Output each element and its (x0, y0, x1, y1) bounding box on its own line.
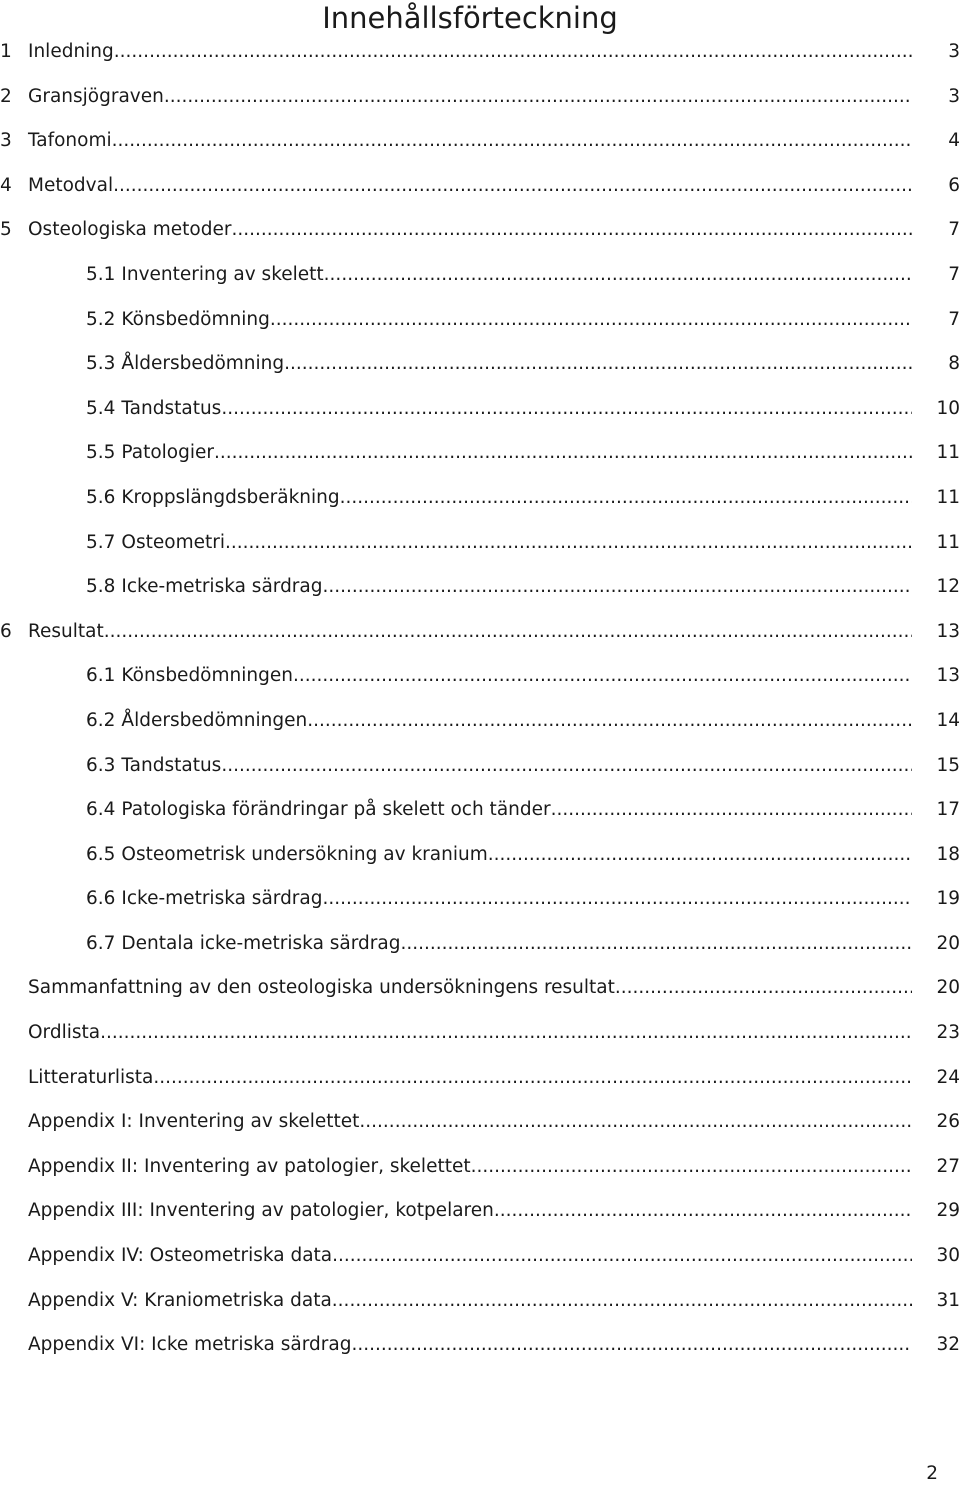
toc-entry-page: 31 (936, 1289, 960, 1311)
toc-entry[interactable] (0, 610, 960, 655)
toc-entry-number: 5.2 (86, 308, 116, 330)
toc-dot-leader (359, 1100, 912, 1145)
toc-dot-leader (351, 1323, 912, 1368)
toc-dot-leader (323, 565, 913, 610)
toc-entry-label: Åldersbedömningen (121, 709, 308, 731)
toc-entry-page: 20 (936, 932, 960, 954)
toc-entry-text (0, 208, 912, 253)
toc-dot-leader (221, 387, 912, 432)
toc-entry[interactable] (0, 342, 960, 387)
toc-entry[interactable] (0, 833, 960, 878)
toc-entry-page: 19 (936, 888, 960, 910)
toc-entry-text (86, 744, 912, 789)
toc-entry-label: Appendix I: Inventering av skelettet (28, 1111, 360, 1133)
toc-entry-page: 24 (936, 1066, 960, 1088)
toc-entry[interactable] (0, 521, 960, 566)
toc-entry[interactable] (0, 208, 960, 253)
toc-entry-label: Icke-metriska särdrag (121, 576, 323, 598)
toc-entry[interactable] (0, 75, 960, 120)
toc-entry-label: Patologiska förändringar på skelett och tänder (121, 799, 551, 821)
toc-entry-page: 13 (936, 620, 960, 642)
toc-entry-label: Dentala icke-metriska särdrag (121, 932, 401, 954)
toc-entry[interactable] (0, 1100, 960, 1145)
toc-entry-text (28, 1011, 912, 1056)
toc-dot-leader (114, 30, 912, 75)
toc-entry-number: 6.1 (86, 665, 116, 687)
toc-entry-label: Patologier (121, 442, 214, 464)
toc-dot-leader (471, 1145, 912, 1190)
toc-entry[interactable] (0, 164, 960, 209)
toc-entry-page: 20 (936, 977, 960, 999)
toc-entry-page: 32 (936, 1334, 960, 1356)
toc-entry-number: 6.4 (86, 799, 116, 821)
toc-entry-number: 3 (0, 130, 12, 152)
toc-entry[interactable] (0, 387, 960, 432)
toc-entry-label: Inledning (28, 41, 114, 62)
toc-entry-text (28, 1323, 912, 1368)
toc-entry-text (28, 1100, 912, 1145)
toc-entry-page: 13 (936, 665, 960, 687)
toc-entry-page: 11 (936, 442, 960, 464)
toc-entry[interactable] (0, 565, 960, 610)
toc-entry-page: 3 (948, 85, 960, 107)
toc-entry-label: Appendix VI: Icke metriska särdrag (28, 1334, 352, 1356)
toc-entry-text (28, 966, 912, 1011)
toc-dot-leader (231, 208, 912, 253)
toc-entry-text (86, 521, 912, 566)
toc-entry[interactable] (0, 119, 960, 164)
toc-entry[interactable] (0, 1323, 960, 1368)
toc-entry-page: 11 (936, 486, 960, 508)
toc-dot-leader (164, 75, 912, 120)
toc-entry-number: 6.7 (86, 932, 116, 954)
toc-dot-leader (494, 1189, 912, 1234)
toc-entry[interactable] (0, 30, 960, 75)
toc-dot-leader (323, 877, 913, 922)
toc-entry-text (0, 119, 912, 164)
toc-entry-text (86, 654, 912, 699)
toc-entry[interactable] (0, 431, 960, 476)
toc-entry-label: Appendix III: Inventering av patologier, kotpelaren (28, 1200, 494, 1222)
toc-entry-number: 5.3 (86, 353, 116, 375)
toc-entry-number: 5.4 (86, 397, 116, 419)
toc-entry-text (86, 788, 912, 833)
toc-entry-page: 26 (936, 1111, 960, 1133)
toc-entry-page: 6 (948, 174, 960, 196)
toc-entry-label: Osteometrisk undersökning av kranium (121, 843, 488, 865)
toc-entry-text (0, 30, 912, 75)
toc-entry-label: Inventering av skelett (121, 263, 324, 285)
toc-entry-page: 7 (948, 219, 960, 241)
toc-entry-label: Tafonomi (28, 130, 112, 152)
toc-entry-number: 6.3 (86, 754, 116, 776)
toc-entry-page: 30 (936, 1245, 960, 1267)
toc-entry-label: Åldersbedömning (121, 353, 285, 375)
toc-entry-label: Appendix II: Inventering av patologier, skelettet (28, 1155, 471, 1177)
toc-entry-label: Gransjögraven (28, 85, 164, 107)
toc-entry-label: Metodval (28, 174, 114, 196)
toc-entry-page: 7 (948, 308, 960, 330)
toc-dot-leader (332, 1234, 912, 1279)
toc-entry-label: Ordlista (28, 1022, 101, 1044)
toc-dot-leader (307, 699, 912, 744)
toc-dot-leader (225, 521, 912, 566)
toc-entry-number: 6.2 (86, 709, 116, 731)
toc-entry-text (28, 1189, 912, 1234)
toc-entry-text (28, 1279, 912, 1324)
toc-entry[interactable] (0, 1011, 960, 1056)
toc-entry-text (86, 476, 912, 521)
toc-entry-page: 27 (936, 1155, 960, 1177)
toc-dot-leader (615, 966, 912, 1011)
toc-entry-text (86, 877, 912, 922)
toc-dot-leader (340, 476, 912, 521)
toc-entry[interactable] (0, 966, 960, 1011)
toc-entry-label: Icke-metriska särdrag (121, 888, 323, 910)
toc-entry-label: Könsbedömningen (121, 665, 293, 687)
toc-entry-page: 7 (948, 263, 960, 285)
toc-entry-page: 10 (936, 397, 960, 419)
toc-dot-leader (112, 119, 912, 164)
toc-entry-number: 6 (0, 620, 12, 642)
toc-dot-leader (270, 298, 912, 343)
toc-entry[interactable] (0, 877, 960, 922)
toc-dot-leader (284, 342, 912, 387)
toc-entry-text (86, 833, 912, 878)
toc-entry-page: 11 (936, 531, 960, 553)
toc-entry-text (86, 565, 912, 610)
toc-entry-page: 29 (936, 1200, 960, 1222)
toc-entry-page: 3 (948, 41, 960, 62)
toc-entry-page: 14 (936, 709, 960, 731)
toc-dot-leader (113, 164, 912, 209)
toc-entry[interactable] (0, 1056, 960, 1101)
toc-entry-text (86, 253, 912, 298)
toc-entry-text (86, 699, 912, 744)
toc-entry[interactable] (0, 744, 960, 789)
toc-entry-text (86, 342, 912, 387)
toc-entry-page: 17 (936, 799, 960, 821)
toc-entry-number: 5.7 (86, 531, 116, 553)
toc-entry-label: Kroppslängdsberäkning (121, 486, 340, 508)
toc-entry-text (86, 387, 912, 432)
toc-entry-page: 18 (936, 843, 960, 865)
toc-entry-label: Appendix V: Kraniometriska data (28, 1289, 332, 1311)
toc-entry-label: Osteologiska metoder (28, 219, 232, 241)
toc-entry-page: 12 (936, 576, 960, 598)
toc-entry-number: 4 (0, 174, 12, 196)
toc-entry[interactable] (0, 1234, 960, 1279)
toc-entry-number: 6.5 (86, 843, 116, 865)
toc-entry[interactable] (0, 788, 960, 833)
toc-entry[interactable] (0, 476, 960, 521)
toc-entry[interactable] (0, 253, 960, 298)
toc-entry-text (0, 164, 912, 209)
toc-entry-text (28, 1056, 912, 1101)
toc-entry-page: 15 (936, 754, 960, 776)
toc-dot-leader (214, 431, 912, 476)
toc-entry-number: 1 (0, 41, 12, 62)
toc-dot-leader (488, 833, 912, 878)
toc-entry[interactable] (0, 298, 960, 343)
page-title: Innehållsförteckning (322, 1, 618, 35)
toc-entry-label: Resultat (28, 620, 104, 642)
toc-dot-leader (551, 788, 912, 833)
toc-entry-label: Sammanfattning av den osteologiska undersökningens resultat (28, 977, 615, 999)
toc-entry-text (0, 610, 912, 655)
toc-entry-page: 4 (948, 130, 960, 152)
toc-entry[interactable] (0, 1279, 960, 1324)
toc-entry-number: 6.6 (86, 888, 116, 910)
toc-dot-leader (400, 922, 912, 967)
toc-entry-text (0, 75, 912, 120)
toc-entry-number: 5 (0, 219, 12, 241)
toc-dot-leader (100, 1011, 912, 1056)
table-of-contents (0, 30, 960, 1368)
toc-entry-number: 5.6 (86, 486, 116, 508)
toc-dot-leader (324, 253, 912, 298)
toc-entry[interactable] (0, 654, 960, 699)
toc-entry-label: Tandstatus (121, 397, 222, 419)
toc-entry[interactable] (0, 1189, 960, 1234)
toc-entry-text (86, 922, 912, 967)
toc-entry-number: 2 (0, 85, 12, 107)
toc-entry[interactable] (0, 699, 960, 744)
toc-entry-number: 5.1 (86, 263, 116, 285)
toc-entry-label: Appendix IV: Osteometriska data (28, 1245, 333, 1267)
toc-entry-page: 23 (936, 1022, 960, 1044)
toc-entry-label: Könsbedömning (121, 308, 270, 330)
toc-entry-label: Tandstatus (121, 754, 222, 776)
toc-entry-text (28, 1234, 912, 1279)
toc-entry-number: 5.5 (86, 442, 116, 464)
toc-entry[interactable] (0, 1145, 960, 1190)
toc-entry-label: Litteraturlista (28, 1066, 154, 1088)
toc-entry-number: 5.8 (86, 576, 116, 598)
toc-entry-text (86, 298, 912, 343)
toc-dot-leader (293, 654, 912, 699)
toc-entry-page: 8 (948, 353, 960, 375)
toc-dot-leader (104, 610, 912, 655)
toc-entry-text (86, 431, 912, 476)
toc-dot-leader (153, 1056, 912, 1101)
toc-entry[interactable] (0, 922, 960, 967)
page-number: 2 (926, 1463, 938, 1484)
toc-dot-leader (221, 744, 912, 789)
toc-entry-text (28, 1145, 912, 1190)
toc-dot-leader (332, 1279, 912, 1324)
toc-entry-label: Osteometri (121, 531, 225, 553)
